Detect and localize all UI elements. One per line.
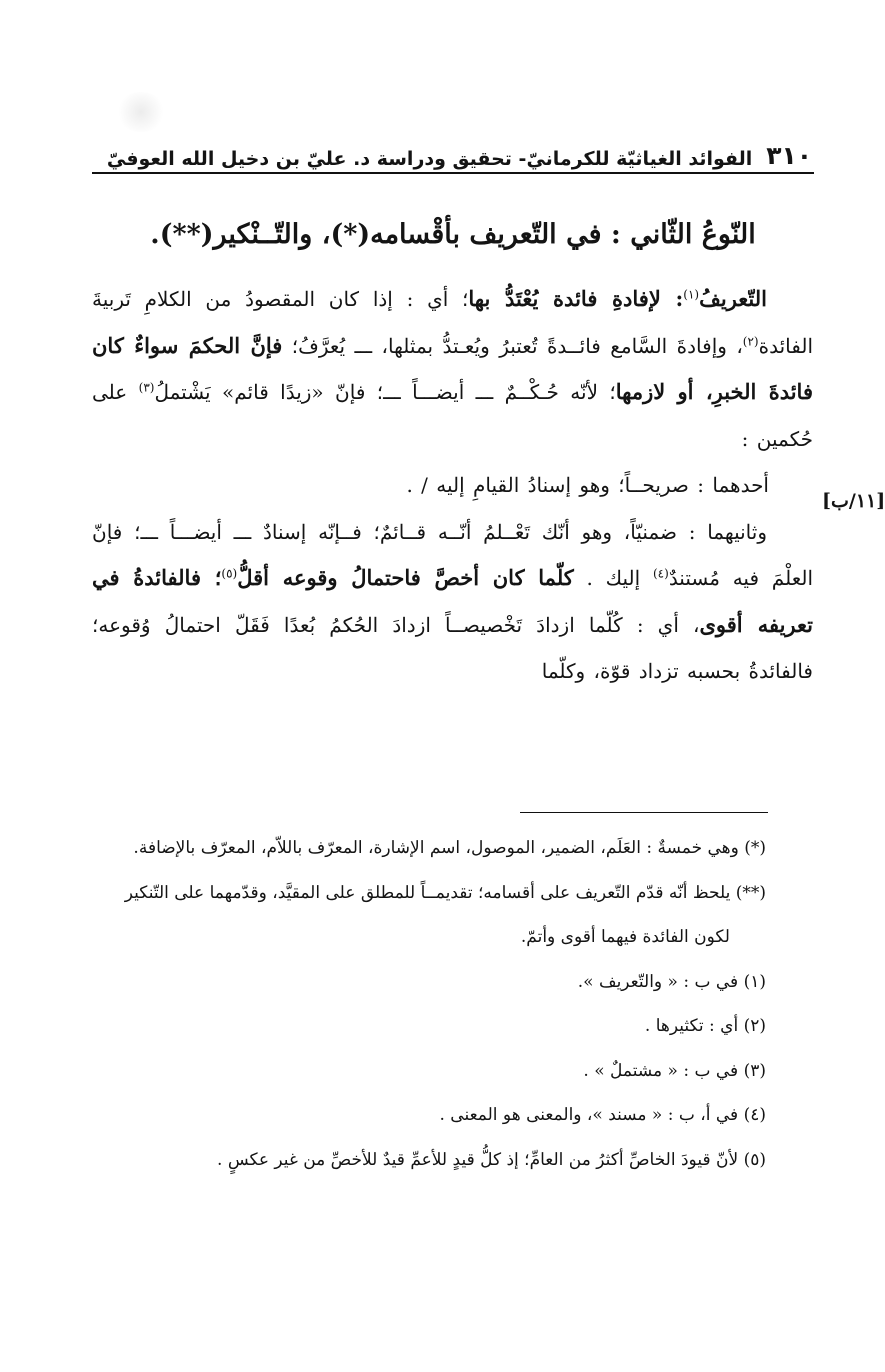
footnote-5: (٥) لأنّ قيودَ الخاصِّ أكثرُ من العامِّ؛ إذ كلُّ قيدٍ للأعمِّ قيدٌ للأخصِّ من غير عكسٍ . (217, 1149, 766, 1170)
footnote-ref-1: (١) (683, 287, 700, 302)
footnote-3: (٣) في ب : « مشتملٌ » . (583, 1060, 766, 1081)
footnote-4: (٤) في أ، ب : « مسند »، والمعنى هو المعنى . (439, 1105, 766, 1125)
footnote-2: (٢) أي : تكثيرها . (644, 1016, 766, 1036)
page-number: ٣١٠ (766, 141, 812, 170)
main-text (92, 276, 813, 695)
bold-phrase: : لإفادةِ فائدة يُعْتَدُّ بها (468, 286, 684, 311)
footnote-ref-2: (٢) (742, 333, 759, 348)
paragraph-1 (92, 276, 813, 462)
footnote-separator (520, 812, 768, 813)
scan-smudge (116, 92, 166, 132)
text-span: على حُكمين : (92, 380, 813, 451)
text-span: ؛ أي : إذا كان المقصودُ من الكلامِ تَربيةَ الفائدة (92, 287, 814, 358)
text-span: ، أي : كُلّما ازدادَ تَخْصيصــاً ازدادَ الحُكمُ بُعدًا فَقَلّ احتمالُ وُقوعه؛ فالفائدةُ بحسبه تزداد قوّة، وكلّما (92, 612, 813, 683)
bold-phrase: فإنَّ الحكمَ سواءٌ كان فائدةَ الخبرِ، أو لازمها (92, 332, 813, 404)
paragraph-2: أحدهما : صريحــاً؛ وهو إسنادُ القيامِ إليه / . (406, 473, 769, 497)
term-definition: التّعريفُ (699, 286, 767, 311)
header-rule (92, 172, 814, 174)
footnote-ref-3: (٣) (138, 380, 155, 395)
footnote-1: (١) في ب : « والتّعريف ». (577, 971, 766, 992)
paragraph-3 (92, 509, 813, 695)
running-header (92, 130, 812, 170)
text-span: إليك . (586, 566, 641, 590)
footnote-ref-5: (٥) (221, 566, 238, 581)
footnotes (100, 826, 766, 1182)
text-span: ، وإفادةَ السَّامع فائــدةً تُعتبرُ ويُعـتدُّ بمثلها، ـــ يُعرَّفُ؛ (291, 333, 743, 358)
section-title: النّوعُ الثّاني : في التّعريف بأقْسامه(*)، والتّــنْكير(**). (150, 219, 756, 250)
footnote-ref-4: (٤) (652, 566, 669, 581)
bold-phrase: كلّما كان أخصَّ فاحتمالُ وقوعه أقلُّ (237, 565, 574, 590)
footnote-star-2: (**) يلحظ أنّه قدّم التّعريف على أقسامه؛ تقديمــاً للمطلق على المقيَّد، وقدّمهما على التّنكير لكون الفائدة فيهما أقوى وأتمّ. (124, 882, 766, 947)
bold-phrase: ؛ فالفائدةُ في تعريفه أقوى (92, 565, 813, 637)
text-span: وثانيهما : ضمنيّاً، وهو أنّك تَعْــلمُ أنّــه قــائمٌ؛ فــإنّه إسنادٌ ـــ أيضـــاً ـــ؛ فإنّ العلْمَ فيه مُستندٌ (92, 519, 814, 590)
running-title: الفوائد الغياثيّة للكرمانيّ- تحقيق ودراسة د. عليّ بن دخيل الله العوفيّ (106, 148, 753, 170)
manuscript-folio-marker: [١١/ب] (822, 490, 885, 512)
text-span: ؛ لأنّه حُـكْــمٌ ـــ أيضـــاً ـــ؛ فإنّ «زيدًا قائم» يَشْتملُ (154, 380, 616, 404)
footnote-star-1: (*) وهي خمسةٌ : العَلَم، الضمير، الموصول، اسم الإشارة، المعرّف باللاّم، المعرّف بالإضافة. (133, 838, 766, 858)
